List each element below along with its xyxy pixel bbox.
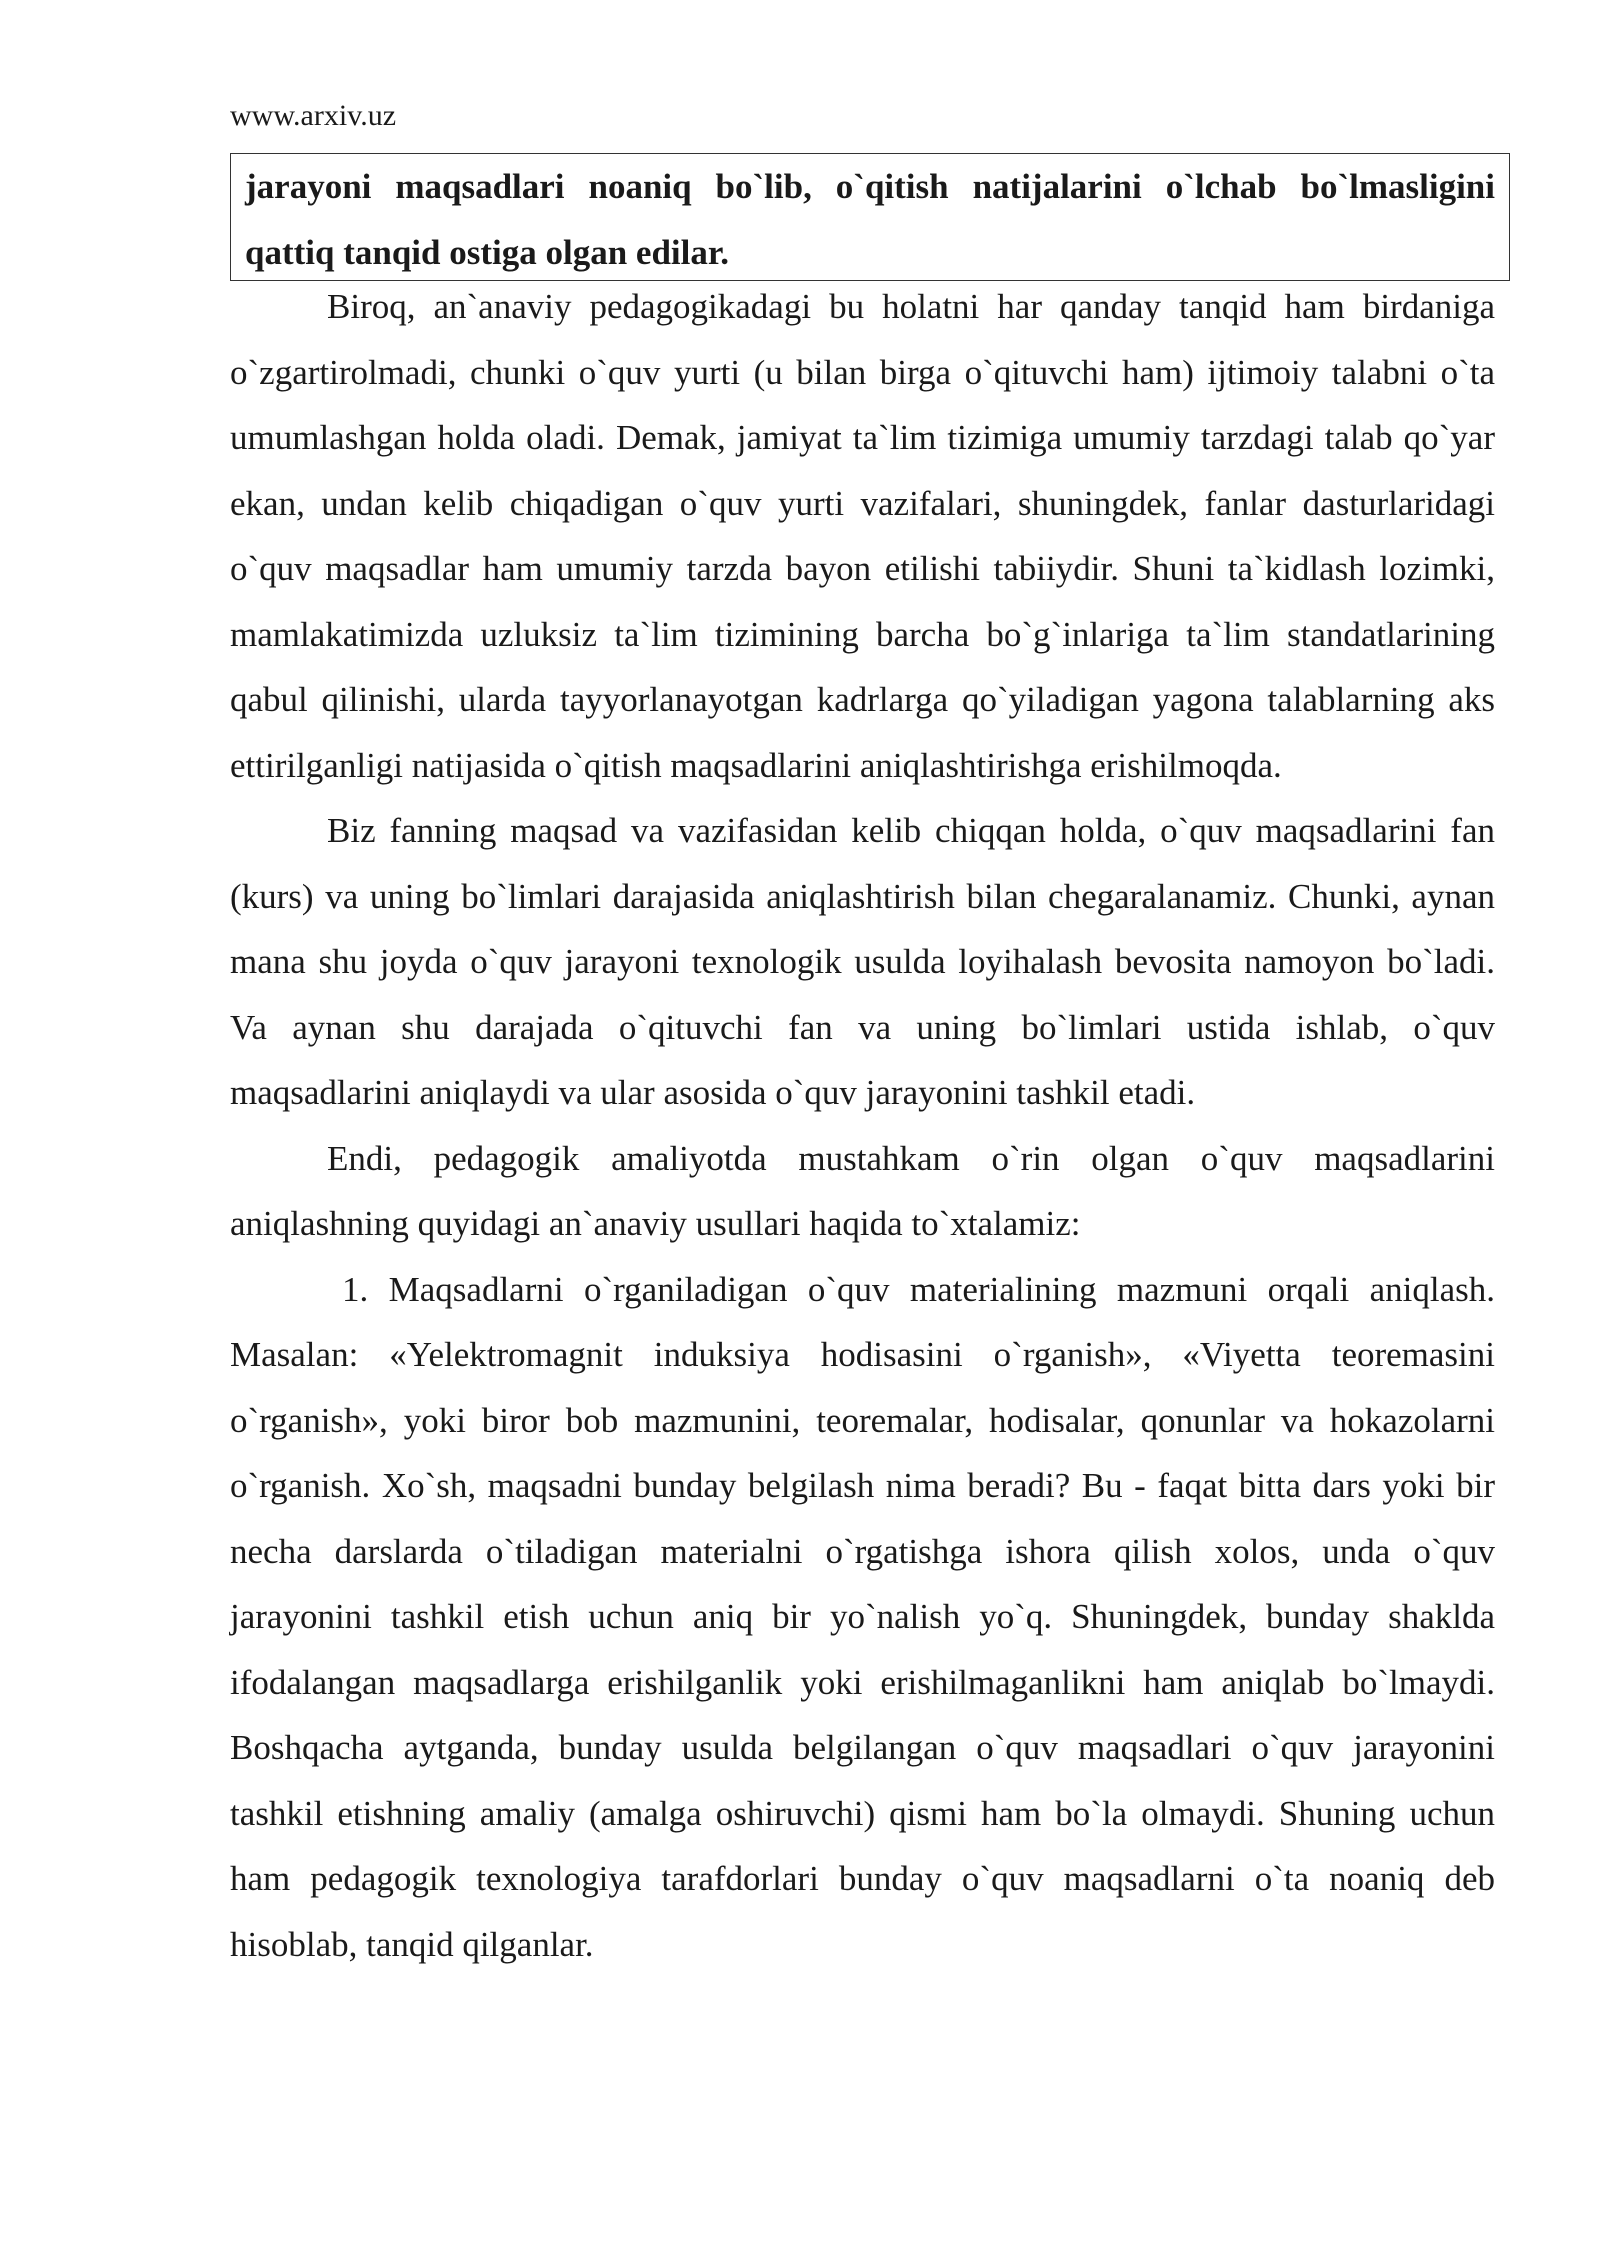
highlighted-box (230, 153, 1510, 281)
site-header: www.arxiv.uz (230, 99, 397, 132)
paragraph-1: Biroq, an`anaviy pedagogikadagi bu holatni har qanday tanqid ham birdaniga o`zgartirolmadi, chunki o`quv yurti (u bilan birga o`qituvchi ham) ijtimoiy talabni o`ta umumlashgan holda oladi. Demak, jamiyat ta`lim tizimiga umumiy tarzdagi talab qo`yar ekan, undan kelib chiqadigan o`quv yurti vazifalari, shuningdek, fanlar dasturlaridagi o`quv maqsadlar ham umumiy tarzda bayon etilishi tabiiydir. Shuni ta`kidlash lozimki, mamlakatimizda uzluksiz ta`lim tizimining barcha bo`g`inlariga ta`lim standatlarining qabul qilinishi, ularda tayyorlanayotgan kadrlarga qo`yiladigan yagona talablarning aks ettirilganligi natijasida o`qitish maqsadlarini aniqlashtirishga erishilmoqda. (230, 287, 1495, 785)
paragraph-2: Biz fanning maqsad va vazifasidan kelib chiqqan holda, o`quv maqsadlarini fan (kurs) va uning bo`limlari darajasida aniqlashtirish bilan chegaralanamiz. Chunki, aynan mana shu joyda o`quv jarayoni texnologik usulda loyihalash bevosita namoyon bo`ladi. Va aynan shu darajada o`qituvchi fan va uning bo`limlari ustida ishlab, o`quv maqsadlarini aniqlaydi va ular asosida o`quv jarayonini tashkil etadi. (230, 811, 1495, 1112)
box-line-2: qattiq tanqid ostiga olgan edilar. (245, 232, 729, 272)
document-body (230, 274, 1495, 1977)
list-item-1: 1. Maqsadlarni o`rganiladigan o`quv materialining mazmuni orqali aniqlash. Masalan: «Yelektromagnit induksiya hodisasini o`rganish», «Viyetta teoremasini o`rganish», yoki biror bob mazmunini, teoremalar, hodisalar, qonunlar va hokazolarni o`rganish. Xo`sh, maqsadni bunday belgilash nima beradi? Bu - faqat bitta dars yoki bir necha darslarda o`tiladigan materialni o`rgatishga ishora qilish xolos, unda o`quv jarayonini tashkil etish uchun aniq bir yo`nalish yo`q. Shuningdek, bunday shaklda ifodalangan maqsadlarga erishilganlik yoki erishilmaganlikni ham aniqlab bo`lmaydi. Boshqacha aytganda, bunday usulda belgilangan o`quv maqsadlari o`quv jarayonini tashkil etishning amaliy (amalga oshiruvchi) qismi ham bo`la olmaydi. Shuning uchun ham pedagogik texnologiya tarafdorlari bunday o`quv maqsadlarni o`ta noaniq deb hisoblab, tanqid qilganlar. (230, 1269, 1495, 1964)
box-text (245, 154, 1495, 285)
box-line-1: jarayoni maqsadlari noaniq bo`lib, o`qitish natijalarini o`lchab bo`lmasligini (245, 167, 1495, 206)
paragraph-3: Endi, pedagogik amaliyotda mustahkam o`rin olgan o`quv maqsadlarini aniqlashning quyidagi an`anaviy usullari haqida to`xtalamiz: (230, 1138, 1495, 1243)
